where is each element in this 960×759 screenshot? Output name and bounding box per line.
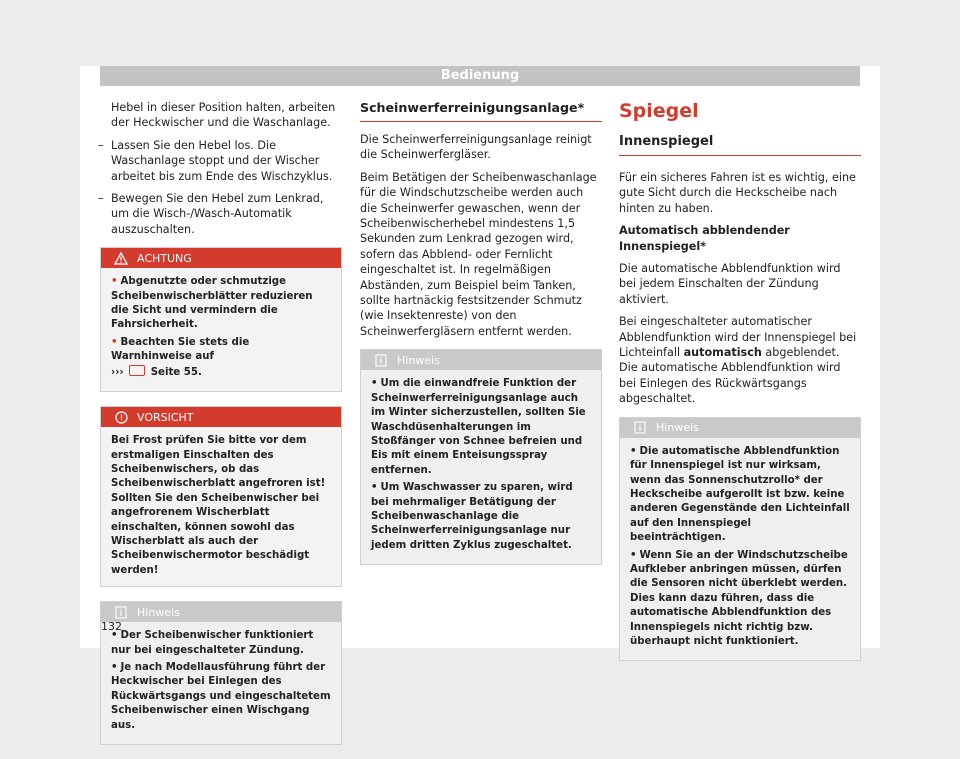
page-number: 132 (101, 620, 122, 633)
info-icon (373, 353, 389, 367)
hinweis-box (100, 601, 342, 745)
page-reference-link[interactable]: Seite 55. (150, 366, 202, 378)
achtung-body (101, 268, 341, 391)
hinweis-item-text: Wenn Sie an der Windschutzscheibe Aufkleber anbringen müssen, dürfen die Sensoren nicht überklebt werden. Dies kann dazu führen, dass die automatische Abblendfunktion des Innenspiegels nicht richtig bzw. überhaupt nicht funktioniert. (630, 549, 848, 647)
book-ref-icon[interactable] (129, 365, 145, 376)
bullet: • (630, 549, 637, 561)
list-item (111, 275, 331, 333)
paragraph-text: abgeblendet. Die automatische Abblendfunktion wird bei Einlegen des Rückwärtsgangs abgeschaltet. (619, 346, 841, 406)
paragraph (619, 314, 861, 406)
bullet: • (111, 661, 118, 673)
hinweis-item-text: Je nach Modellausführung führt der Heckwischer bei Einlegen des Rückwärtsgangs und eingeschaltetem Scheibenwischer einen Wischgang aus. (111, 661, 331, 731)
exclamation-circle-icon (113, 410, 129, 424)
hinweis-item-text: Um Waschwasser zu sparen, wird bei mehrmaliger Betätigung der Scheibenwaschanlage die Scheinwerferreinigungsanlage nur jedem dritten Zyklus zugeschaltet. (371, 482, 573, 551)
achtung-title: ACHTUNG (137, 251, 192, 265)
info-icon (113, 605, 129, 619)
list-item (371, 481, 591, 553)
intro-text: Hebel in dieser Position halten, arbeiten der Heckwischer und die Waschanlage. (111, 101, 336, 130)
hinweis-box (619, 417, 861, 662)
list-item (630, 549, 850, 650)
list-item (111, 661, 331, 733)
hinweis-body (101, 622, 341, 744)
hinweis-body (620, 438, 860, 661)
bullet: • (371, 482, 378, 494)
paragraph: Für ein sicheres Fahren ist es wichtig, eine gute Sicht durch die Heckscheibe nach hinten zu haben. (619, 171, 856, 215)
list-item (111, 336, 331, 380)
hinweis-title: Hinweis (397, 353, 440, 367)
column-1 (100, 100, 342, 759)
hinweis-header (361, 350, 601, 370)
hinweis-body (361, 370, 601, 564)
page-header: Bedienung (100, 66, 860, 86)
achtung-item-text: Beachten Sie stets die Warnhinweise auf (111, 336, 250, 363)
emphasis-text: automatisch (683, 346, 762, 360)
vorsicht-box (100, 406, 342, 587)
vorsicht-header (101, 407, 341, 427)
hinweis-title: Hinweis (656, 421, 699, 435)
vorsicht-text: Bei Frost prüfen Sie bitte vor dem erstmaligen Einschalten des Scheibenwischers, ob das Scheibenwischerblatt angefroren ist! Sollten Sie den Scheibenwischer bei angefrorenem Wischerblatt einschalten, können sowohl das Wischerblatt als auch der Scheibenwischermotor beschädigt werden! (111, 435, 326, 576)
achtung-box (100, 247, 342, 392)
bold-heading: Automatisch abblendender Innenspiegel* (619, 224, 790, 253)
paragraph: Die automatische Abblendfunktion wird bei jedem Einschalten der Zündung aktiviert. (619, 262, 841, 306)
list-item (111, 629, 331, 658)
hinweis-item-text: Die automatische Abblendfunktion für Innenspiegel ist nur wirksam, wenn das Sonnenschutzrollo* der Heckscheibe aufgerollt ist bzw. keine anderen Gegenstände den Lichteinfall auf den Innenspiegel beeinträchtigen. (630, 445, 850, 544)
vorsicht-title: VORSICHT (137, 410, 194, 424)
vorsicht-body (101, 427, 341, 586)
warning-triangle-icon (113, 251, 129, 265)
bullet: • (371, 378, 378, 390)
achtung-item-text: Abgenutzte oder schmutzige Scheibenwischerblätter reduzieren die Sicht und vermindern die Fahrsicherheit. (111, 276, 313, 331)
bullet: • (111, 276, 118, 288)
list-item (371, 377, 591, 478)
paragraph-text: Bei eingeschalteter automatischer Abblendfunktion wird der Innenspiegel bei Lichteinfall (619, 315, 857, 360)
hinweis-box (360, 349, 602, 565)
hinweis-item-text: Der Scheibenwischer funktioniert nur bei eingeschalteter Zündung. (111, 630, 314, 656)
hinweis-item-text: Um die einwandfreie Funktion der Scheinwerferreinigungsanlage auch im Winter sicherzustellen, sollten Sie Waschdüsenhalterungen im Stoßfänger von Schnee befreien und Eis mit einem Enteisungsspray entfernen. (371, 378, 586, 476)
hinweis-title: Hinweis (137, 605, 180, 619)
list-item: – Bewegen Sie den Hebel zum Lenkrad, um die Wisch-/Wasch-Automatik auszuschalten. (100, 191, 342, 237)
bullet: • (630, 445, 637, 457)
chapter-title: Spiegel (619, 100, 699, 122)
ref-arrows: ››› (111, 366, 124, 378)
hinweis-header (101, 602, 341, 622)
step-list (100, 138, 342, 237)
bullet: • (111, 336, 118, 348)
hinweis-header (620, 418, 860, 438)
section-title: Innenspiegel (619, 134, 861, 156)
column-2 (360, 100, 602, 579)
info-icon (632, 421, 648, 435)
column-3 (619, 100, 861, 675)
list-item: – Lassen Sie den Hebel los. Die Waschanlage stoppt und der Wischer arbeitet bis zum Ende des Wischzyklus. (100, 138, 342, 184)
achtung-header (101, 248, 341, 268)
section-title: Scheinwerferreinigungsanlage* (360, 100, 602, 122)
list-item (630, 445, 850, 546)
paragraph: Die Scheinwerferreinigungsanlage reinigt die Scheinwerfergläser. (360, 133, 592, 162)
bullet: • (111, 630, 118, 642)
paragraph: Beim Betätigen der Scheibenwaschanlage für die Windschutzscheibe werden auch die Scheinwerfer gewaschen, wenn der Scheibenwischerhebel mindestens 1,5 Sekunden zum Lenkrad gezogen wird, sofern das Abblend- oder Fernlicht eingeschaltet ist. In regelmäßigen Abständen, zum Beispiel beim Tanken, sollte hartnäckig festsitzender Schmutz (wie Insektenreste) von den Scheinwerfergläsern entfernt werden. (360, 170, 597, 338)
